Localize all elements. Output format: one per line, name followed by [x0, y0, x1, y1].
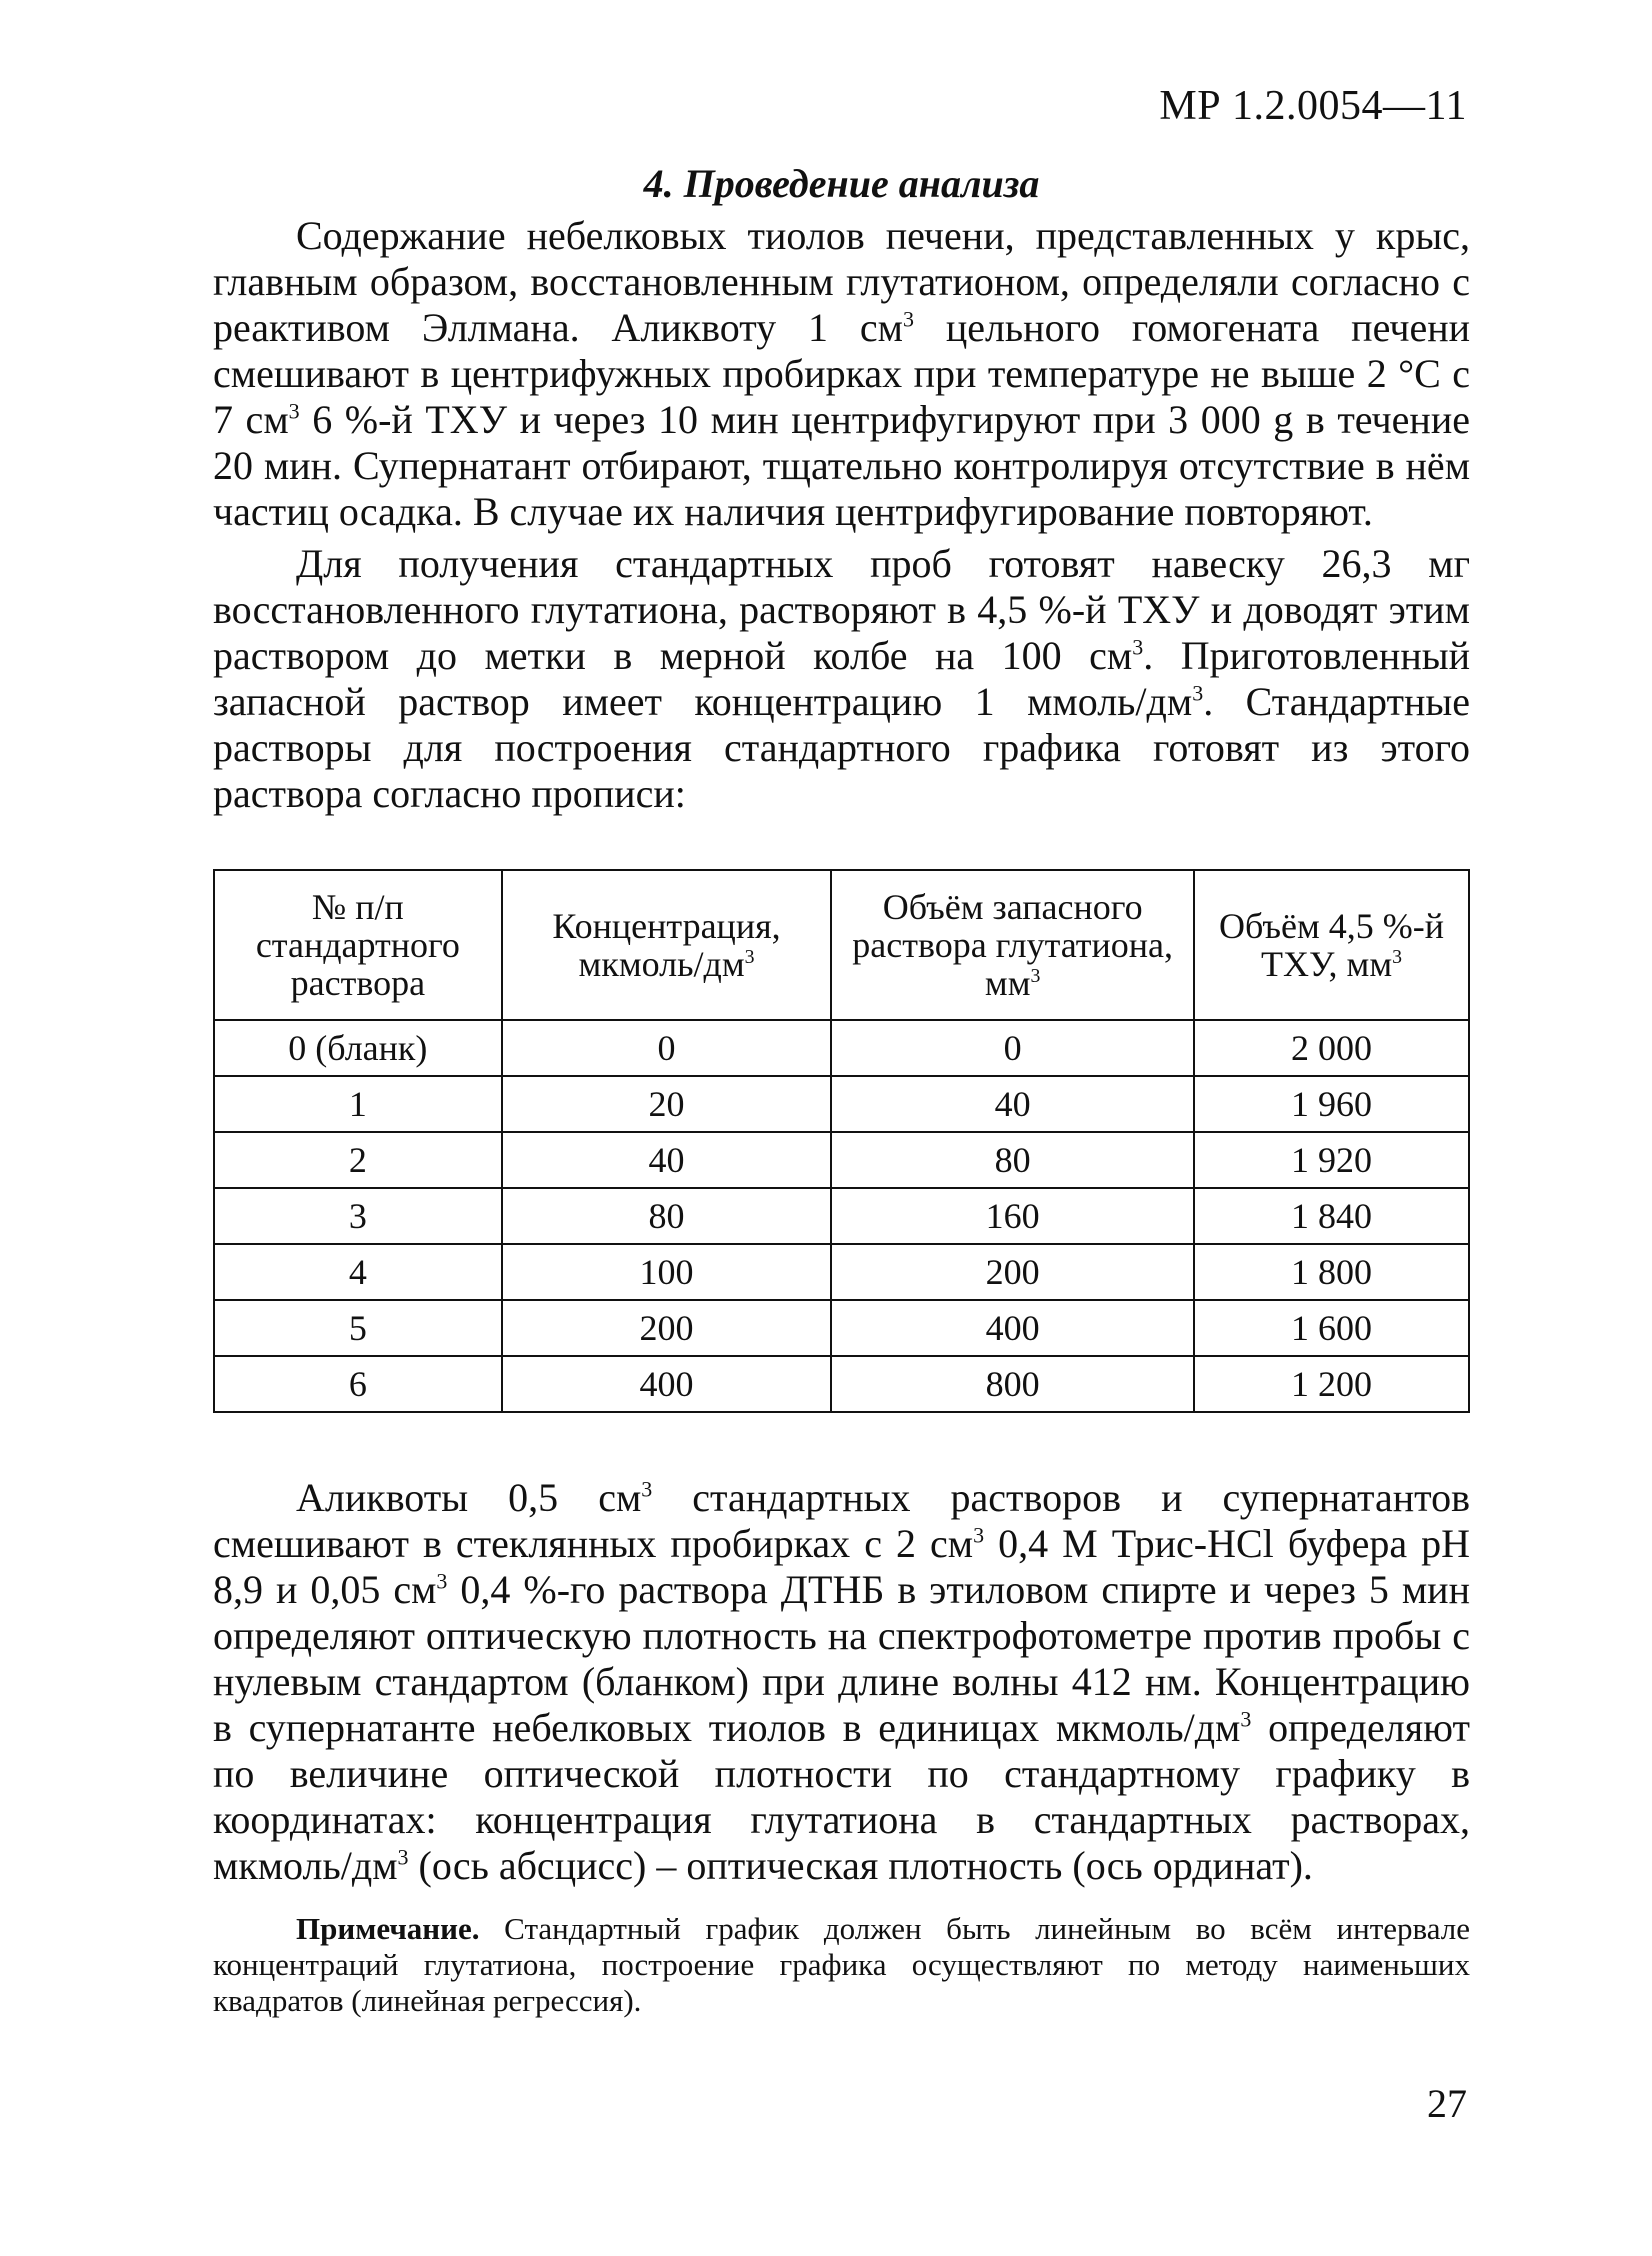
table-row — [214, 1132, 1469, 1188]
table-cell: 160 — [831, 1188, 1194, 1244]
document-code-header: МР 1.2.0054—11 — [1159, 83, 1467, 129]
table-cell: 40 — [831, 1076, 1194, 1132]
table-cell: 1 800 — [1194, 1244, 1469, 1300]
table-row — [214, 1076, 1469, 1132]
paragraph-analysis-procedure: Содержание небелковых тиолов печени, представленных у крыс, главным образом, восстановленным глутатионом, определяли согласно с реактивом Эллмана. Аликвоту 1 $см^3$ цельного гомогената печени смешивают в центрифужных пробирках при температуре не выше 2 °С с 7 $см^3$ 6 %-й ТХУ и через 10 мин центрифугируют при 3 000 g в течение 20 мин. Супернатант отбирают, тщательно контролируя отсутствие в нём частиц осадка. В случае их наличия центрифугирование повторяют. — [213, 213, 1471, 534]
table-cell: 20 — [502, 1076, 832, 1132]
note-paragraph — [213, 1911, 1470, 2019]
paragraph-measurement: Аликвоты 0,5 $см^3$ стандартных растворов и супернатантов смешивают в стеклянных пробирках с 2 $см^3$ 0,4 М Трис-HCl буфера pH 8,9 и 0,05 $см^3$ 0,4 %-го раствора ДТНБ в этиловом спирте и через 5 мин определяют оптическую плотность на спектрофотометре против пробы с нулевым стандартом (бланком) при длине волны 412 нм. Концентрацию в супернатанте небелковых тиолов в единицах мкмоль/$дм^3$ определяют по величине оптической плотности по стандартному графику в координатах: концентрация глутатиона в стандартных растворах, мкмоль/$дм^3$ (ось абсцисс) – оптическая плотность (ось ординат). — [213, 1475, 1471, 1888]
paragraph-standard-preparation: Для получения стандартных проб готовят навеску 26,3 мг восстановленного глутатиона, растворяют в 4,5 %-й ТХУ и доводят этим раствором до метки в мерной колбе на 100 $см^3$. Приготовленный запасной раствор имеет концентрацию 1 ммоль/$дм^3$. Стандартные растворы для построения стандартного графика готовят из этого раствора согласно прописи: — [213, 541, 1471, 816]
table-cell: 200 — [502, 1300, 832, 1356]
table-cell: 5 — [214, 1300, 502, 1356]
table-cell: 200 — [831, 1244, 1194, 1300]
table-cell: 800 — [831, 1356, 1194, 1412]
table-row — [214, 1188, 1469, 1244]
table-cell: 1 960 — [1194, 1076, 1469, 1132]
table-cell: 2 000 — [1194, 1020, 1469, 1076]
table-cell: 1 — [214, 1076, 502, 1132]
table-cell: 1 840 — [1194, 1188, 1469, 1244]
standard-solutions-table — [213, 869, 1470, 1413]
table-header-row — [214, 870, 1469, 1020]
table-cell: 4 — [214, 1244, 502, 1300]
table-row — [214, 1300, 1469, 1356]
table-cell: 1 200 — [1194, 1356, 1469, 1412]
table-row — [214, 1244, 1469, 1300]
header-cell-concentration: Концентрация, мкмоль/$дм^3$ — [502, 870, 832, 1020]
table-cell: 80 — [502, 1188, 832, 1244]
page-number: 27 — [1427, 2081, 1467, 2126]
header-cell-stock-volume: Объём запасного раствора глутатиона, $мм^3$ — [831, 870, 1194, 1020]
table-cell: 400 — [502, 1356, 832, 1412]
header-cell-tca-volume: Объём 4,5 %-й ТХУ, $мм^3$ — [1194, 870, 1469, 1020]
table-cell: 1 920 — [1194, 1132, 1469, 1188]
table-cell: 2 — [214, 1132, 502, 1188]
table-cell: 0 — [502, 1020, 832, 1076]
table-cell: 80 — [831, 1132, 1194, 1188]
table-cell: 400 — [831, 1300, 1194, 1356]
page-content — [213, 160, 1470, 2019]
header-cell-number: № п/п стандартного раствора — [214, 870, 502, 1020]
table-cell: 40 — [502, 1132, 832, 1188]
section-title: 4. Проведение анализа — [643, 161, 1040, 206]
table-cell: 1 600 — [1194, 1300, 1469, 1356]
table-row — [214, 1356, 1469, 1412]
table-cell: 100 — [502, 1244, 832, 1300]
table-row — [214, 1020, 1469, 1076]
table-cell: 0 (бланк) — [214, 1020, 502, 1076]
note-text: Стандартный график должен быть линейным во всём интервале концентраций глутатиона, построение графика осуществляют по методу наименьших квадратов (линейная регрессия). — [213, 1911, 1470, 2018]
table-cell: 0 — [831, 1020, 1194, 1076]
table-cell: 6 — [214, 1356, 502, 1412]
table-cell: 3 — [214, 1188, 502, 1244]
note-label: Примечание. — [296, 1911, 480, 1946]
